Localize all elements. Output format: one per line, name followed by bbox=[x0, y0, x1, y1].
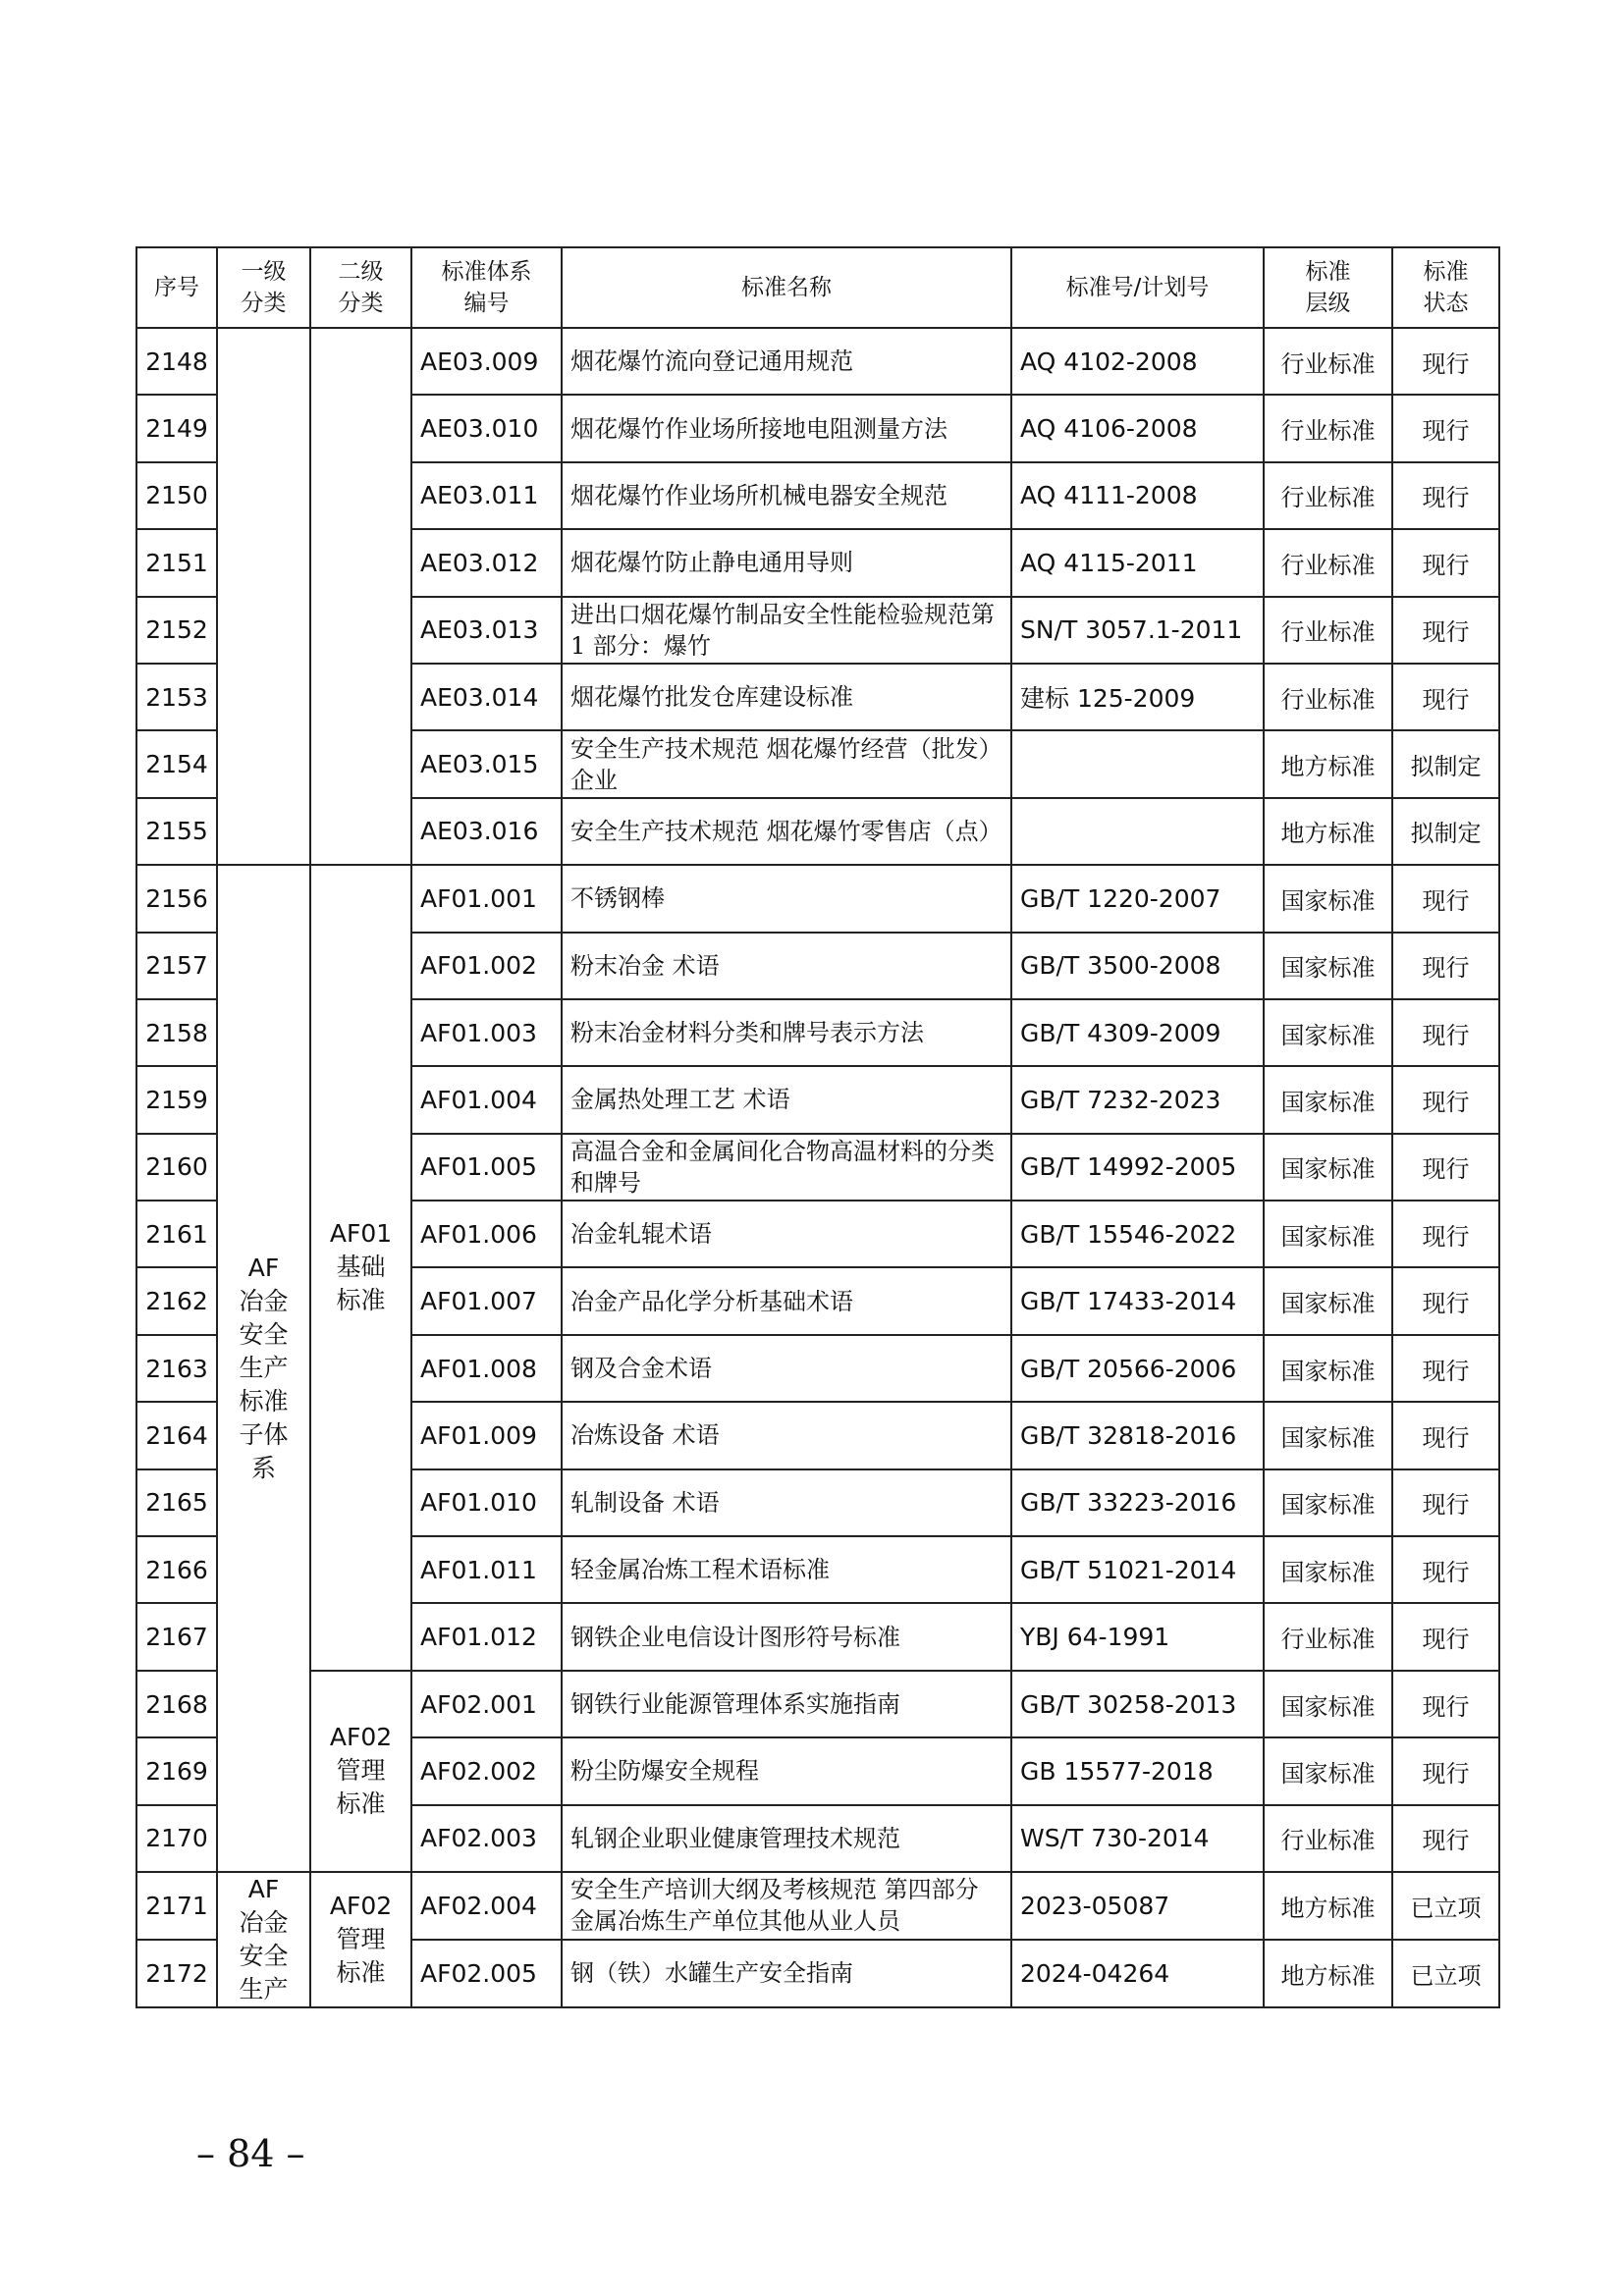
cell-standard-name: 轧钢企业职业健康管理技术规范 bbox=[562, 1805, 1011, 1872]
cell-seq: 2162 bbox=[136, 1267, 217, 1334]
table-row bbox=[136, 1872, 1499, 1940]
cell-system-code: AE03.009 bbox=[411, 328, 562, 395]
cell-standard-name: 安全生产技术规范 烟花爆竹经营（批发）企业 bbox=[562, 730, 1011, 797]
cell-seq: 2150 bbox=[136, 462, 217, 529]
cell-seq: 2158 bbox=[136, 999, 217, 1066]
cell-standard-number: GB/T 3500-2008 bbox=[1011, 933, 1264, 999]
cell-standard-status: 已立项 bbox=[1392, 1872, 1499, 1940]
cell-standard-status: 拟制定 bbox=[1392, 798, 1499, 865]
page-number: – 84 – bbox=[196, 2132, 305, 2175]
cell-standard-status: 现行 bbox=[1392, 1737, 1499, 1804]
cell-standard-name: 轻金属冶炼工程术语标准 bbox=[562, 1536, 1011, 1603]
cell-standard-name: 安全生产技术规范 烟花爆竹零售店（点） bbox=[562, 798, 1011, 865]
cell-system-code: AF01.002 bbox=[411, 933, 562, 999]
cell-standard-number: GB/T 30258-2013 bbox=[1011, 1671, 1264, 1737]
cell-level1-af-continued: AF 冶金 安全 生产 bbox=[217, 1872, 310, 2007]
table-body bbox=[136, 328, 1499, 2007]
cell-seq: 2171 bbox=[136, 1872, 217, 1940]
cell-standard-name: 高温合金和金属间化合物高温材料的分类和牌号 bbox=[562, 1134, 1011, 1201]
cell-standard-level: 国家标准 bbox=[1264, 933, 1392, 999]
table-row bbox=[136, 328, 1499, 395]
cell-system-code: AF02.003 bbox=[411, 1805, 562, 1872]
cell-standard-level: 国家标准 bbox=[1264, 1267, 1392, 1334]
cell-standard-level: 行业标准 bbox=[1264, 529, 1392, 596]
cell-seq: 2165 bbox=[136, 1469, 217, 1536]
cell-standard-status: 现行 bbox=[1392, 865, 1499, 932]
table-row bbox=[136, 1671, 1499, 1737]
cell-seq: 2156 bbox=[136, 865, 217, 932]
cell-standard-name: 烟花爆竹批发仓库建设标准 bbox=[562, 664, 1011, 730]
cell-seq: 2160 bbox=[136, 1134, 217, 1201]
cell-standard-level: 地方标准 bbox=[1264, 798, 1392, 865]
cell-standard-number: AQ 4115-2011 bbox=[1011, 529, 1264, 596]
cell-seq: 2154 bbox=[136, 730, 217, 797]
table-row bbox=[136, 865, 1499, 932]
cell-standard-number: GB/T 1220-2007 bbox=[1011, 865, 1264, 932]
cell-standard-number: WS/T 730-2014 bbox=[1011, 1805, 1264, 1872]
cell-standard-status: 已立项 bbox=[1392, 1940, 1499, 2007]
cell-standard-status: 现行 bbox=[1392, 1671, 1499, 1737]
cell-standard-level: 行业标准 bbox=[1264, 1603, 1392, 1670]
cell-standard-level: 国家标准 bbox=[1264, 999, 1392, 1066]
cell-standard-number: GB/T 7232-2023 bbox=[1011, 1066, 1264, 1133]
cell-standard-status: 现行 bbox=[1392, 395, 1499, 461]
cell-system-code: AF01.003 bbox=[411, 999, 562, 1066]
cell-standard-status: 现行 bbox=[1392, 1469, 1499, 1536]
cell-standard-name: 粉末冶金材料分类和牌号表示方法 bbox=[562, 999, 1011, 1066]
cell-system-code: AE03.011 bbox=[411, 462, 562, 529]
cell-standard-level: 国家标准 bbox=[1264, 1402, 1392, 1468]
cell-standard-status: 现行 bbox=[1392, 999, 1499, 1066]
cell-seq: 2168 bbox=[136, 1671, 217, 1737]
cell-standard-status: 现行 bbox=[1392, 328, 1499, 395]
header-seq: 序号 bbox=[136, 247, 217, 328]
cell-system-code: AF01.004 bbox=[411, 1066, 562, 1133]
cell-level1-ae bbox=[217, 328, 310, 865]
header-level2: 二级 分类 bbox=[310, 247, 411, 328]
cell-standard-status: 现行 bbox=[1392, 597, 1499, 664]
cell-system-code: AE03.015 bbox=[411, 730, 562, 797]
cell-standard-level: 国家标准 bbox=[1264, 1671, 1392, 1737]
cell-standard-name: 轧制设备 术语 bbox=[562, 1469, 1011, 1536]
cell-standard-level: 地方标准 bbox=[1264, 730, 1392, 797]
cell-standard-number: AQ 4106-2008 bbox=[1011, 395, 1264, 461]
cell-system-code: AE03.010 bbox=[411, 395, 562, 461]
cell-seq: 2152 bbox=[136, 597, 217, 664]
cell-system-code: AE03.016 bbox=[411, 798, 562, 865]
cell-standard-status: 现行 bbox=[1392, 1603, 1499, 1670]
cell-level2-af01: AF01 基础 标准 bbox=[310, 865, 411, 1671]
cell-standard-name: 粉尘防爆安全规程 bbox=[562, 1737, 1011, 1804]
cell-standard-status: 现行 bbox=[1392, 933, 1499, 999]
cell-standard-number: AQ 4111-2008 bbox=[1011, 462, 1264, 529]
header-status: 标准 状态 bbox=[1392, 247, 1499, 328]
cell-system-code: AF02.002 bbox=[411, 1737, 562, 1804]
standards-table bbox=[135, 246, 1500, 2008]
cell-standard-name: 安全生产培训大纲及考核规范 第四部分 金属冶炼生产单位其他从业人员 bbox=[562, 1872, 1011, 1940]
header-level1: 一级 分类 bbox=[217, 247, 310, 328]
cell-system-code: AF01.010 bbox=[411, 1469, 562, 1536]
cell-standard-status: 现行 bbox=[1392, 1134, 1499, 1201]
cell-seq: 2169 bbox=[136, 1737, 217, 1804]
cell-seq: 2159 bbox=[136, 1066, 217, 1133]
cell-seq: 2166 bbox=[136, 1536, 217, 1603]
cell-standard-number: GB/T 33223-2016 bbox=[1011, 1469, 1264, 1536]
cell-standard-name: 冶炼设备 术语 bbox=[562, 1402, 1011, 1468]
cell-system-code: AF01.005 bbox=[411, 1134, 562, 1201]
cell-seq: 2157 bbox=[136, 933, 217, 999]
cell-seq: 2164 bbox=[136, 1402, 217, 1468]
cell-seq: 2163 bbox=[136, 1335, 217, 1402]
header-number: 标准号/计划号 bbox=[1011, 247, 1264, 328]
cell-standard-level: 行业标准 bbox=[1264, 1805, 1392, 1872]
table-header-row bbox=[136, 247, 1499, 328]
cell-level2-ae03 bbox=[310, 328, 411, 865]
cell-standard-name: 烟花爆竹作业场所机械电器安全规范 bbox=[562, 462, 1011, 529]
cell-seq: 2148 bbox=[136, 328, 217, 395]
cell-standard-level: 国家标准 bbox=[1264, 1335, 1392, 1402]
cell-standard-level: 行业标准 bbox=[1264, 597, 1392, 664]
cell-standard-status: 现行 bbox=[1392, 1267, 1499, 1334]
cell-standard-status: 现行 bbox=[1392, 529, 1499, 596]
cell-standard-level: 行业标准 bbox=[1264, 664, 1392, 730]
cell-standard-number: GB/T 14992-2005 bbox=[1011, 1134, 1264, 1201]
cell-system-code: AF02.004 bbox=[411, 1872, 562, 1940]
cell-standard-status: 现行 bbox=[1392, 1805, 1499, 1872]
cell-standard-number: SN/T 3057.1-2011 bbox=[1011, 597, 1264, 664]
cell-system-code: AF01.006 bbox=[411, 1201, 562, 1267]
cell-standard-status: 现行 bbox=[1392, 462, 1499, 529]
cell-standard-status: 现行 bbox=[1392, 664, 1499, 730]
cell-seq: 2155 bbox=[136, 798, 217, 865]
cell-standard-name: 烟花爆竹防止静电通用导则 bbox=[562, 529, 1011, 596]
cell-system-code: AF01.009 bbox=[411, 1402, 562, 1468]
cell-standard-level: 国家标准 bbox=[1264, 1737, 1392, 1804]
cell-seq: 2172 bbox=[136, 1940, 217, 2007]
cell-standard-name: 金属热处理工艺 术语 bbox=[562, 1066, 1011, 1133]
cell-standard-name: 钢铁行业能源管理体系实施指南 bbox=[562, 1671, 1011, 1737]
cell-standard-level: 行业标准 bbox=[1264, 328, 1392, 395]
cell-seq: 2153 bbox=[136, 664, 217, 730]
cell-system-code: AF02.001 bbox=[411, 1671, 562, 1737]
cell-standard-name: 粉末冶金 术语 bbox=[562, 933, 1011, 999]
cell-standard-name: 钢及合金术语 bbox=[562, 1335, 1011, 1402]
cell-standard-status: 现行 bbox=[1392, 1335, 1499, 1402]
cell-seq: 2170 bbox=[136, 1805, 217, 1872]
cell-standard-level: 行业标准 bbox=[1264, 462, 1392, 529]
cell-standard-number: GB/T 51021-2014 bbox=[1011, 1536, 1264, 1603]
cell-standard-name: 冶金轧辊术语 bbox=[562, 1201, 1011, 1267]
cell-standard-name: 不锈钢棒 bbox=[562, 865, 1011, 932]
cell-standard-level: 国家标准 bbox=[1264, 865, 1392, 932]
cell-standard-level: 国家标准 bbox=[1264, 1469, 1392, 1536]
cell-standard-status: 现行 bbox=[1392, 1536, 1499, 1603]
cell-standard-status: 拟制定 bbox=[1392, 730, 1499, 797]
cell-level2-af02-continued: AF02 管理 标准 bbox=[310, 1872, 411, 2007]
cell-level2-af02: AF02 管理 标准 bbox=[310, 1671, 411, 1872]
cell-system-code: AF01.012 bbox=[411, 1603, 562, 1670]
cell-system-code: AE03.014 bbox=[411, 664, 562, 730]
cell-standard-level: 行业标准 bbox=[1264, 395, 1392, 461]
cell-standard-name: 烟花爆竹流向登记通用规范 bbox=[562, 328, 1011, 395]
cell-standard-name: 进出口烟花爆竹制品安全性能检验规范第 1 部分：爆竹 bbox=[562, 597, 1011, 664]
cell-standard-number: YBJ 64-1991 bbox=[1011, 1603, 1264, 1670]
cell-standard-number: GB/T 15546-2022 bbox=[1011, 1201, 1264, 1267]
cell-standard-number bbox=[1011, 798, 1264, 865]
cell-standard-level: 地方标准 bbox=[1264, 1940, 1392, 2007]
cell-standard-name: 钢（铁）水罐生产安全指南 bbox=[562, 1940, 1011, 2007]
cell-system-code: AF01.001 bbox=[411, 865, 562, 932]
cell-standard-status: 现行 bbox=[1392, 1201, 1499, 1267]
cell-standard-number: 建标 125-2009 bbox=[1011, 664, 1264, 730]
cell-standard-level: 国家标准 bbox=[1264, 1201, 1392, 1267]
cell-system-code: AE03.013 bbox=[411, 597, 562, 664]
cell-standard-status: 现行 bbox=[1392, 1402, 1499, 1468]
cell-system-code: AE03.012 bbox=[411, 529, 562, 596]
cell-standard-number: GB/T 32818-2016 bbox=[1011, 1402, 1264, 1468]
cell-system-code: AF02.005 bbox=[411, 1940, 562, 2007]
cell-standard-level: 国家标准 bbox=[1264, 1134, 1392, 1201]
cell-standard-number: GB/T 4309-2009 bbox=[1011, 999, 1264, 1066]
cell-standard-number: 2023-05087 bbox=[1011, 1872, 1264, 1940]
cell-seq: 2151 bbox=[136, 529, 217, 596]
cell-standard-number: AQ 4102-2008 bbox=[1011, 328, 1264, 395]
cell-standard-name: 冶金产品化学分析基础术语 bbox=[562, 1267, 1011, 1334]
cell-standard-number: GB/T 17433-2014 bbox=[1011, 1267, 1264, 1334]
cell-seq: 2167 bbox=[136, 1603, 217, 1670]
cell-standard-status: 现行 bbox=[1392, 1066, 1499, 1133]
header-system-code: 标准体系 编号 bbox=[411, 247, 562, 328]
cell-seq: 2149 bbox=[136, 395, 217, 461]
cell-standard-level: 国家标准 bbox=[1264, 1536, 1392, 1603]
cell-system-code: AF01.008 bbox=[411, 1335, 562, 1402]
cell-system-code: AF01.007 bbox=[411, 1267, 562, 1334]
cell-standard-number: GB/T 20566-2006 bbox=[1011, 1335, 1264, 1402]
header-level: 标准 层级 bbox=[1264, 247, 1392, 328]
cell-level1-af: AF 冶金 安全 生产 标准 子体 系 bbox=[217, 865, 310, 1872]
cell-standard-number: GB 15577-2018 bbox=[1011, 1737, 1264, 1804]
cell-standard-level: 地方标准 bbox=[1264, 1872, 1392, 1940]
header-name: 标准名称 bbox=[562, 247, 1011, 328]
cell-standard-name: 钢铁企业电信设计图形符号标准 bbox=[562, 1603, 1011, 1670]
cell-standard-number bbox=[1011, 730, 1264, 797]
cell-standard-name: 烟花爆竹作业场所接地电阻测量方法 bbox=[562, 395, 1011, 461]
cell-standard-number: 2024-04264 bbox=[1011, 1940, 1264, 2007]
cell-system-code: AF01.011 bbox=[411, 1536, 562, 1603]
cell-standard-level: 国家标准 bbox=[1264, 1066, 1392, 1133]
cell-seq: 2161 bbox=[136, 1201, 217, 1267]
